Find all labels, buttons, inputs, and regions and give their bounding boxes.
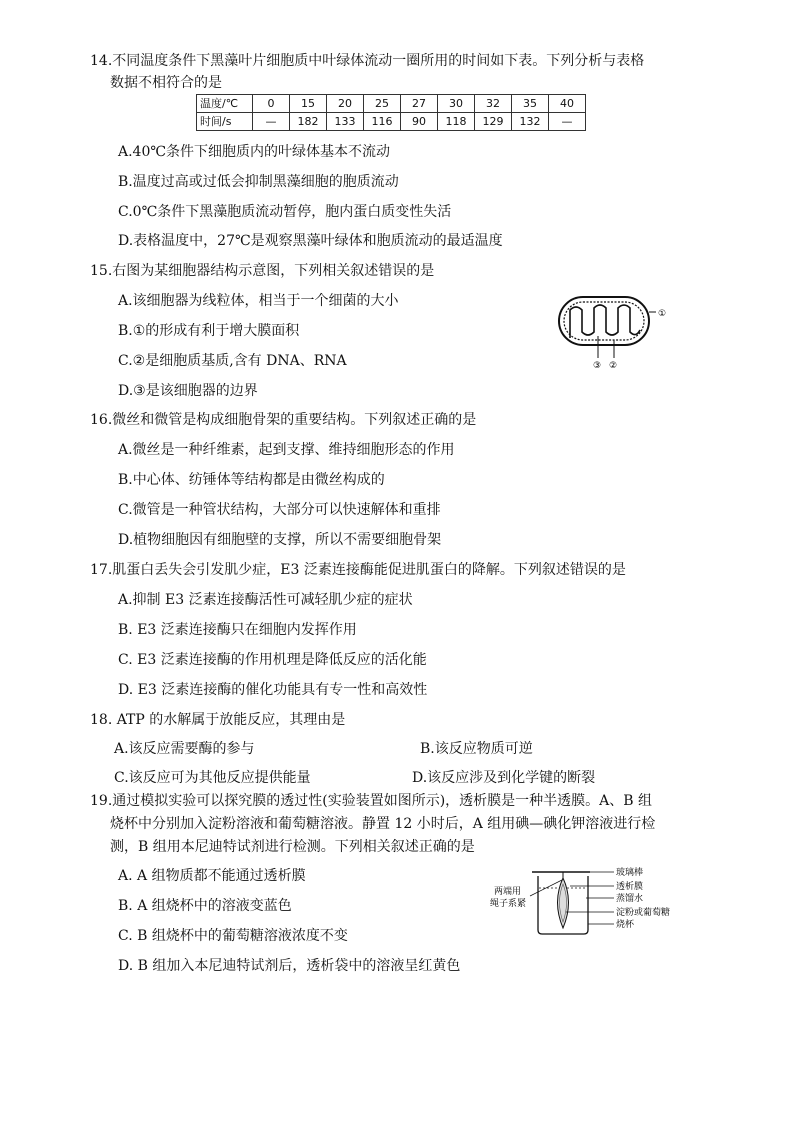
- label-distilled-water: 蒸馏水: [616, 894, 644, 904]
- q14-option-c: C.0℃条件下黑藻胞质流动暂停，胞内蛋白质变性失活: [118, 204, 452, 220]
- table-cell: 27: [401, 95, 438, 113]
- table-row: [197, 95, 586, 113]
- table-cell: 32: [475, 95, 512, 113]
- table-cell: 35: [512, 95, 549, 113]
- table-cell: 133: [327, 113, 364, 131]
- q14-stem-line1: 14.不同温度条件下黑藻叶片细胞质中叶绿体流动一圈所用的时间如下表。下列分析与表格: [90, 53, 645, 69]
- q14-option-a: A.40℃条件下细胞质内的叶绿体基本不流动: [118, 144, 391, 160]
- label-starch-or-glucose: 淀粉或葡萄糖: [616, 908, 671, 918]
- table-cell: 116: [364, 113, 401, 131]
- table-cell: —: [253, 113, 290, 131]
- q17-option-b: B. E3 泛素连接酶只在细胞内发挥作用: [118, 622, 357, 638]
- q17-option-c: C. E3 泛素连接酶的作用机理是降低反应的活化能: [118, 652, 427, 668]
- q18-option-d: D.该反应涉及到化学键的断裂: [412, 770, 596, 786]
- table-cell: 129: [475, 113, 512, 131]
- q14-option-b: B.温度过高或过低会抑制黑藻细胞的胞质流动: [118, 174, 399, 190]
- label-tie-line2: 绳子系紧: [490, 899, 527, 909]
- q16-option-d: D.植物细胞因有细胞壁的支撑，所以不需要细胞骨架: [118, 532, 442, 548]
- table-row: [197, 113, 586, 131]
- table-cell: 30: [438, 95, 475, 113]
- q15-option-a: A.该细胞器为线粒体，相当于一个细菌的大小: [118, 293, 399, 309]
- q16-option-b: B.中心体、纺锤体等结构都是由微丝构成的: [118, 472, 385, 488]
- mitochondrion-diagram: [556, 294, 676, 374]
- q19-stem-line2: 烧杯中分别加入淀粉溶液和葡萄糖溶液。静置 12 小时后，A 组用碘—碘化钾溶液进行检: [110, 816, 656, 832]
- q15-stem: 15.右图为某细胞器结构示意图，下列相关叙述错误的是: [90, 263, 435, 279]
- figure-label-3: ③: [593, 361, 602, 371]
- q17-option-d: D. E3 泛素连接酶的催化功能具有专一性和高效性: [118, 682, 428, 698]
- q14-data-table: [196, 94, 586, 131]
- q19-option-a: A. A 组物质都不能通过透析膜: [118, 868, 306, 884]
- table-cell: 25: [364, 95, 401, 113]
- table-cell: 40: [549, 95, 586, 113]
- q15-option-d: D.③是该细胞器的边界: [118, 383, 258, 399]
- q16-option-c: C.微管是一种管状结构，大部分可以快速解体和重排: [118, 502, 441, 518]
- q17-stem: 17.肌蛋白丢失会引发肌少症，E3 泛素连接酶能促进肌蛋白的降解。下列叙述错误的是: [90, 562, 626, 578]
- q17-option-a: A.抑制 E3 泛素连接酶活性可减轻肌少症的症状: [118, 592, 413, 608]
- label-beaker: 烧杯: [616, 920, 635, 930]
- label-dialysis-membrane: 透析膜: [616, 882, 644, 892]
- table-cell: 182: [290, 113, 327, 131]
- figure-label-1: ①: [658, 309, 667, 319]
- q18-option-a: A.该反应需要酶的参与: [114, 741, 255, 757]
- table-cell: 132: [512, 113, 549, 131]
- table-cell: 90: [401, 113, 438, 131]
- table-header-cell: 温度/℃: [197, 95, 253, 113]
- table-cell: 20: [327, 95, 364, 113]
- q18-option-c: C.该反应可为其他反应提供能量: [114, 770, 311, 786]
- q19-option-c: C. B 组烧杯中的葡萄糖溶液浓度不变: [118, 928, 348, 944]
- q16-option-a: A.微丝是一种纤维素，起到支撑、维持细胞形态的作用: [118, 442, 455, 458]
- q15-option-b: B.①的形成有利于增大膜面积: [118, 323, 300, 339]
- q19-stem-line1: 19.通过模拟实验可以探究膜的透过性(实验装置如图所示)，透析膜是一种半透膜。A、B 组: [90, 793, 653, 809]
- table-cell: 118: [438, 113, 475, 131]
- q18-stem: 18. ATP 的水解属于放能反应，其理由是: [90, 712, 346, 728]
- q15-option-c: C.②是细胞质基质,含有 DNA、RNA: [118, 353, 347, 369]
- q14-option-d: D.表格温度中，27℃是观察黑藻叶绿体和胞质流动的最适温度: [118, 233, 503, 249]
- table-cell: 0: [253, 95, 290, 113]
- label-glass-rod: 玻璃棒: [616, 868, 644, 878]
- q18-option-b: B.该反应物质可逆: [420, 741, 533, 757]
- dialysis-apparatus-diagram: [490, 866, 690, 938]
- table-cell: —: [549, 113, 586, 131]
- label-tie-line1: 两端用: [494, 887, 522, 897]
- q14-stem-line2: 数据不相符合的是: [110, 75, 222, 91]
- q19-option-d: D. B 组加入本尼迪特试剂后，透析袋中的溶液呈红黄色: [118, 958, 461, 974]
- q19-stem-line3: 测，B 组用本尼迪特试剂进行检测。下列相关叙述正确的是: [110, 839, 475, 855]
- figure-label-2: ②: [609, 361, 618, 371]
- table-cell: 15: [290, 95, 327, 113]
- q16-stem: 16.微丝和微管是构成细胞骨架的重要结构。下列叙述正确的是: [90, 412, 477, 428]
- q19-option-b: B. A 组烧杯中的溶液变蓝色: [118, 898, 292, 914]
- table-header-cell: 时间/s: [197, 113, 253, 131]
